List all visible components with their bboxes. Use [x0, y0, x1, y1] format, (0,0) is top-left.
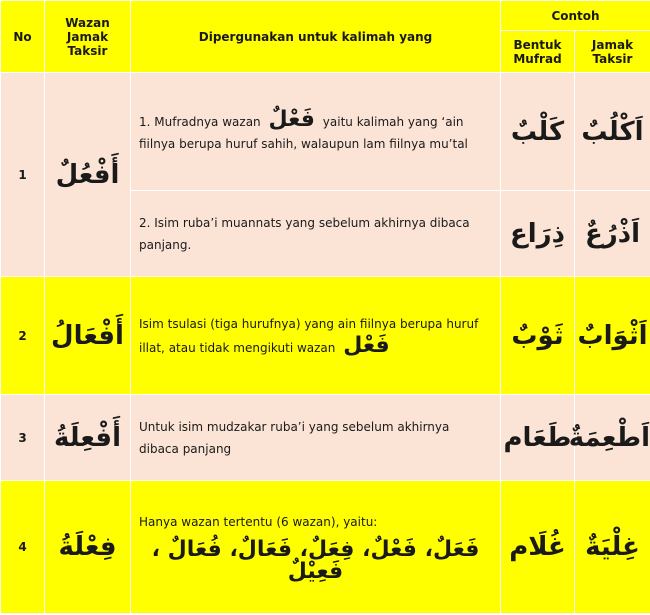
jamak-cell: غِلْيَةٌ	[575, 481, 650, 614]
header-contoh: Contoh	[501, 1, 650, 31]
header-wazan-line1: Wazan	[65, 15, 110, 30]
description-cell	[131, 481, 501, 614]
row-number: 4	[1, 481, 45, 614]
description-text: Isim tsulasi (tiga hurufnya) yang ain fiilnya berupa huruf illat, atau tidak mengikuti wazan	[139, 316, 479, 355]
table-row	[1, 395, 650, 481]
header-mufrad	[501, 31, 575, 73]
header-jamak-line1: Jamak	[591, 37, 634, 52]
mufrad-cell: كَلْبٌ	[501, 73, 575, 191]
mufrad-cell: غُلَام	[501, 481, 575, 614]
table-row	[1, 481, 650, 614]
header-jamak	[575, 31, 650, 73]
row-number: 1	[1, 73, 45, 277]
jamak-cell: اَكْلُبٌ	[575, 73, 650, 191]
header-mufrad-line2: Mufrad	[513, 51, 562, 66]
header-usage: Dipergunakan untuk kalimah yang	[131, 1, 501, 73]
description-arabic: فَعْل	[343, 332, 390, 358]
table-row	[1, 277, 650, 395]
header-wazan-line2: Jamak	[66, 29, 109, 44]
description-cell	[131, 395, 501, 481]
row-number: 3	[1, 395, 45, 481]
description-text-continued: yaitu kalimah yang ‘ain fiilnya berupa huruf sahih, walaupun lam fiilnya mu’tal	[139, 114, 468, 151]
header-mufrad-line1: Bentuk	[513, 37, 562, 52]
description-cell	[131, 277, 501, 395]
description-cell	[131, 73, 501, 191]
wazan-cell: أَفْعُلٌ	[45, 73, 131, 277]
wazan-cell: أَفْعَالُ	[45, 277, 131, 395]
mufrad-cell: ثَوْبٌ	[501, 277, 575, 395]
table-row	[1, 73, 650, 191]
description-text: Untuk isim mudzakar ruba’i yang sebelum akhirnya dibaca panjang	[139, 419, 450, 456]
jamak-cell: اَذْرُعٌ	[575, 191, 650, 277]
wazan-cell: فِعْلَةُ	[45, 481, 131, 614]
jamak-cell: اَثْوَابٌ	[575, 277, 650, 395]
description-text: Hanya wazan tertentu (6 wazan), yaitu:	[139, 515, 378, 529]
description-cell	[131, 191, 501, 277]
description-arabic: فَعَلٌ، فَعْلٌ، فِعَلٌ، فَعَالٌ، فُعَالٌ ، فَعِيْلٌ	[151, 537, 480, 584]
jamak-cell: اَطْعِمَةٌ	[575, 395, 650, 481]
mufrad-cell: طَعَام	[501, 395, 575, 481]
wazan-cell: أَفْعِلَةُ	[45, 395, 131, 481]
mufrad-cell: ذِرَاع	[501, 191, 575, 277]
header-wazan-line3: Taksir	[67, 43, 108, 58]
header-jamak-line2: Taksir	[592, 51, 633, 66]
description-text: 2. Isim ruba’i muannats yang sebelum akhirnya dibaca panjang.	[139, 215, 470, 252]
description-text: 1. Mufradnya wazan	[139, 114, 261, 129]
header-no: No	[1, 1, 45, 73]
description-arabic: فَعْلٌ	[268, 106, 315, 132]
row-number: 2	[1, 277, 45, 395]
header-wazan	[45, 1, 131, 73]
